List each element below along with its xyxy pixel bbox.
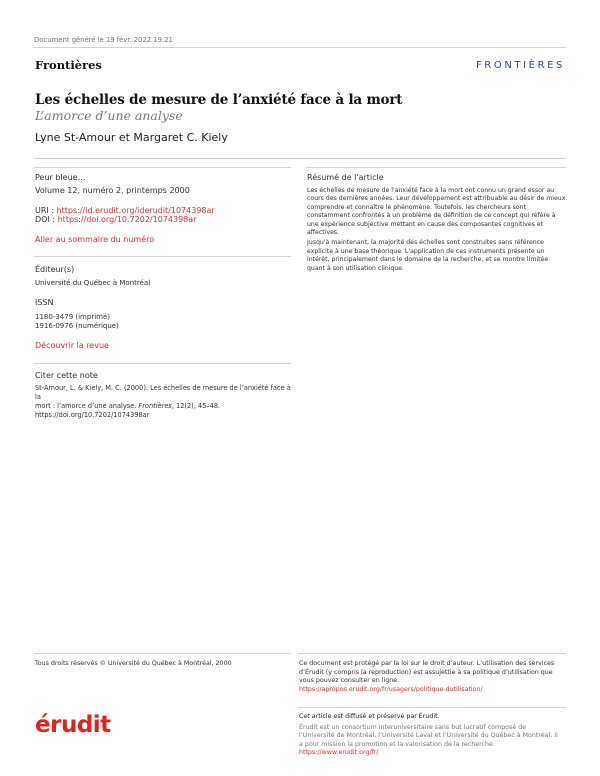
article-title: Les échelles de mesure de l’anxiété face à la mort [35, 92, 403, 108]
header-divider [34, 158, 566, 159]
uri-link[interactable]: https://id.erudit.org/iderudit/1074398ar [56, 206, 215, 215]
issn-digital: 1916-0976 (numérique) [35, 322, 119, 330]
citation-line-2 [35, 402, 295, 411]
citation-text: mort : l’amorce d’une analyse. [35, 402, 139, 410]
doi-label: DOI : [35, 215, 58, 224]
abstract-label: Résumé de l'article [307, 173, 384, 182]
right-divider [306, 167, 566, 168]
footer-divider-right [298, 653, 566, 654]
journal-logo: FRONTIÈRES [475, 60, 565, 71]
abstract-paragraph-1: Les échelles de mesure de l'anxiété face à la mort ont connu un grand essor au cours des dernières années. Leur développement est attribuable au désir de mieux comprendre et connaître le phénomène. Toutefois, les chercheurs sont constamment confrontés à un problème de définition de ce concept qui réfère à une expérience subjective mettant en cause des composantes cognitives et affectives. [307, 187, 566, 237]
left-divider-2 [34, 256, 291, 257]
toc-link[interactable]: Aller au sommaire du numéro [35, 235, 155, 244]
issue-uri [35, 206, 215, 215]
article-subtitle: L’amorce d’une analyse [35, 108, 183, 123]
citation-line-3: https://doi.org/10.7202/1074398ar [35, 411, 150, 419]
journal-name: Frontières [35, 58, 102, 72]
citation-journal: Frontières [138, 402, 172, 410]
footer-divider-2 [298, 707, 566, 708]
issue-doi [35, 215, 196, 224]
top-divider [34, 47, 566, 48]
generated-date: Document généré le 19 févr. 2022 19:21 [34, 36, 173, 44]
issn-label: ISSN [35, 298, 54, 307]
copyright-notice [299, 660, 559, 694]
citation [35, 384, 295, 420]
issn-print: 1180-3479 (imprimé) [35, 313, 110, 321]
erudit-logo: érudit [35, 712, 111, 738]
policy-link[interactable]: https://apropos.erudit.org/fr/usagers/politique-dutilisation/ [299, 685, 483, 693]
article-authors: Lyne St-Amour et Margaret C. Kiely [35, 131, 228, 144]
footer-divider-left [34, 653, 291, 654]
publisher-label: Éditeur(s) [35, 265, 75, 274]
distribution-text: Érudit est un consortium interuniversitaire sans but lucratif composé de l’Université de Montréal, l’Université Laval et l’Université du Québec à Montréal. Il a pour mission la promotion et la valorisation de la recherche. [299, 723, 558, 748]
copyright-text: Ce document est protégé par la loi sur le droit d’auteur. L’utilisation des services d’Érudit (y compris la reproduction) est assujettie à sa politique d’utilisation que vous pouvez consulter en ligne. [299, 660, 555, 684]
citation-volume: , 12(2), 45–48. [171, 402, 221, 410]
cite-label: Citer cette note [35, 371, 98, 380]
publisher-name: Université du Québec à Montréal [35, 279, 151, 287]
distribution-notice [299, 713, 559, 758]
rights-notice: Tous droits réservés © Université du Québec à Montréal, 2000 [35, 660, 232, 667]
issue-volume: Volume 12, numéro 2, printemps 2000 [35, 186, 190, 195]
distribution-title: Cet article est diffusé et préservé par Érudit. [299, 713, 440, 720]
abstract-text [307, 187, 567, 275]
uri-label: URI : [35, 206, 57, 215]
abstract-paragraph-2: Jusqu'à maintenant, la majorité des échelles sont construites sans référence explicite à une base théorique. L'application de ces instruments présente un intérêt, principalement dans le domaine de la recherche, et se montre limitée quant à son utilisation clinique. [307, 239, 549, 272]
doi-link[interactable]: https://doi.org/10.7202/1074398ar [57, 215, 197, 224]
erudit-link[interactable]: https://www.erudit.org/fr/ [299, 749, 379, 756]
discover-journal-link[interactable]: Découvrir la revue [35, 341, 109, 350]
citation-line-1: St-Amour, L. & Kiely, M. C. (2000). Les échelles de mesure de l’anxiété face à la [35, 384, 291, 401]
left-divider-1 [34, 167, 291, 168]
left-divider-3 [34, 363, 291, 364]
issue-theme: Peur bleue… [35, 173, 86, 182]
